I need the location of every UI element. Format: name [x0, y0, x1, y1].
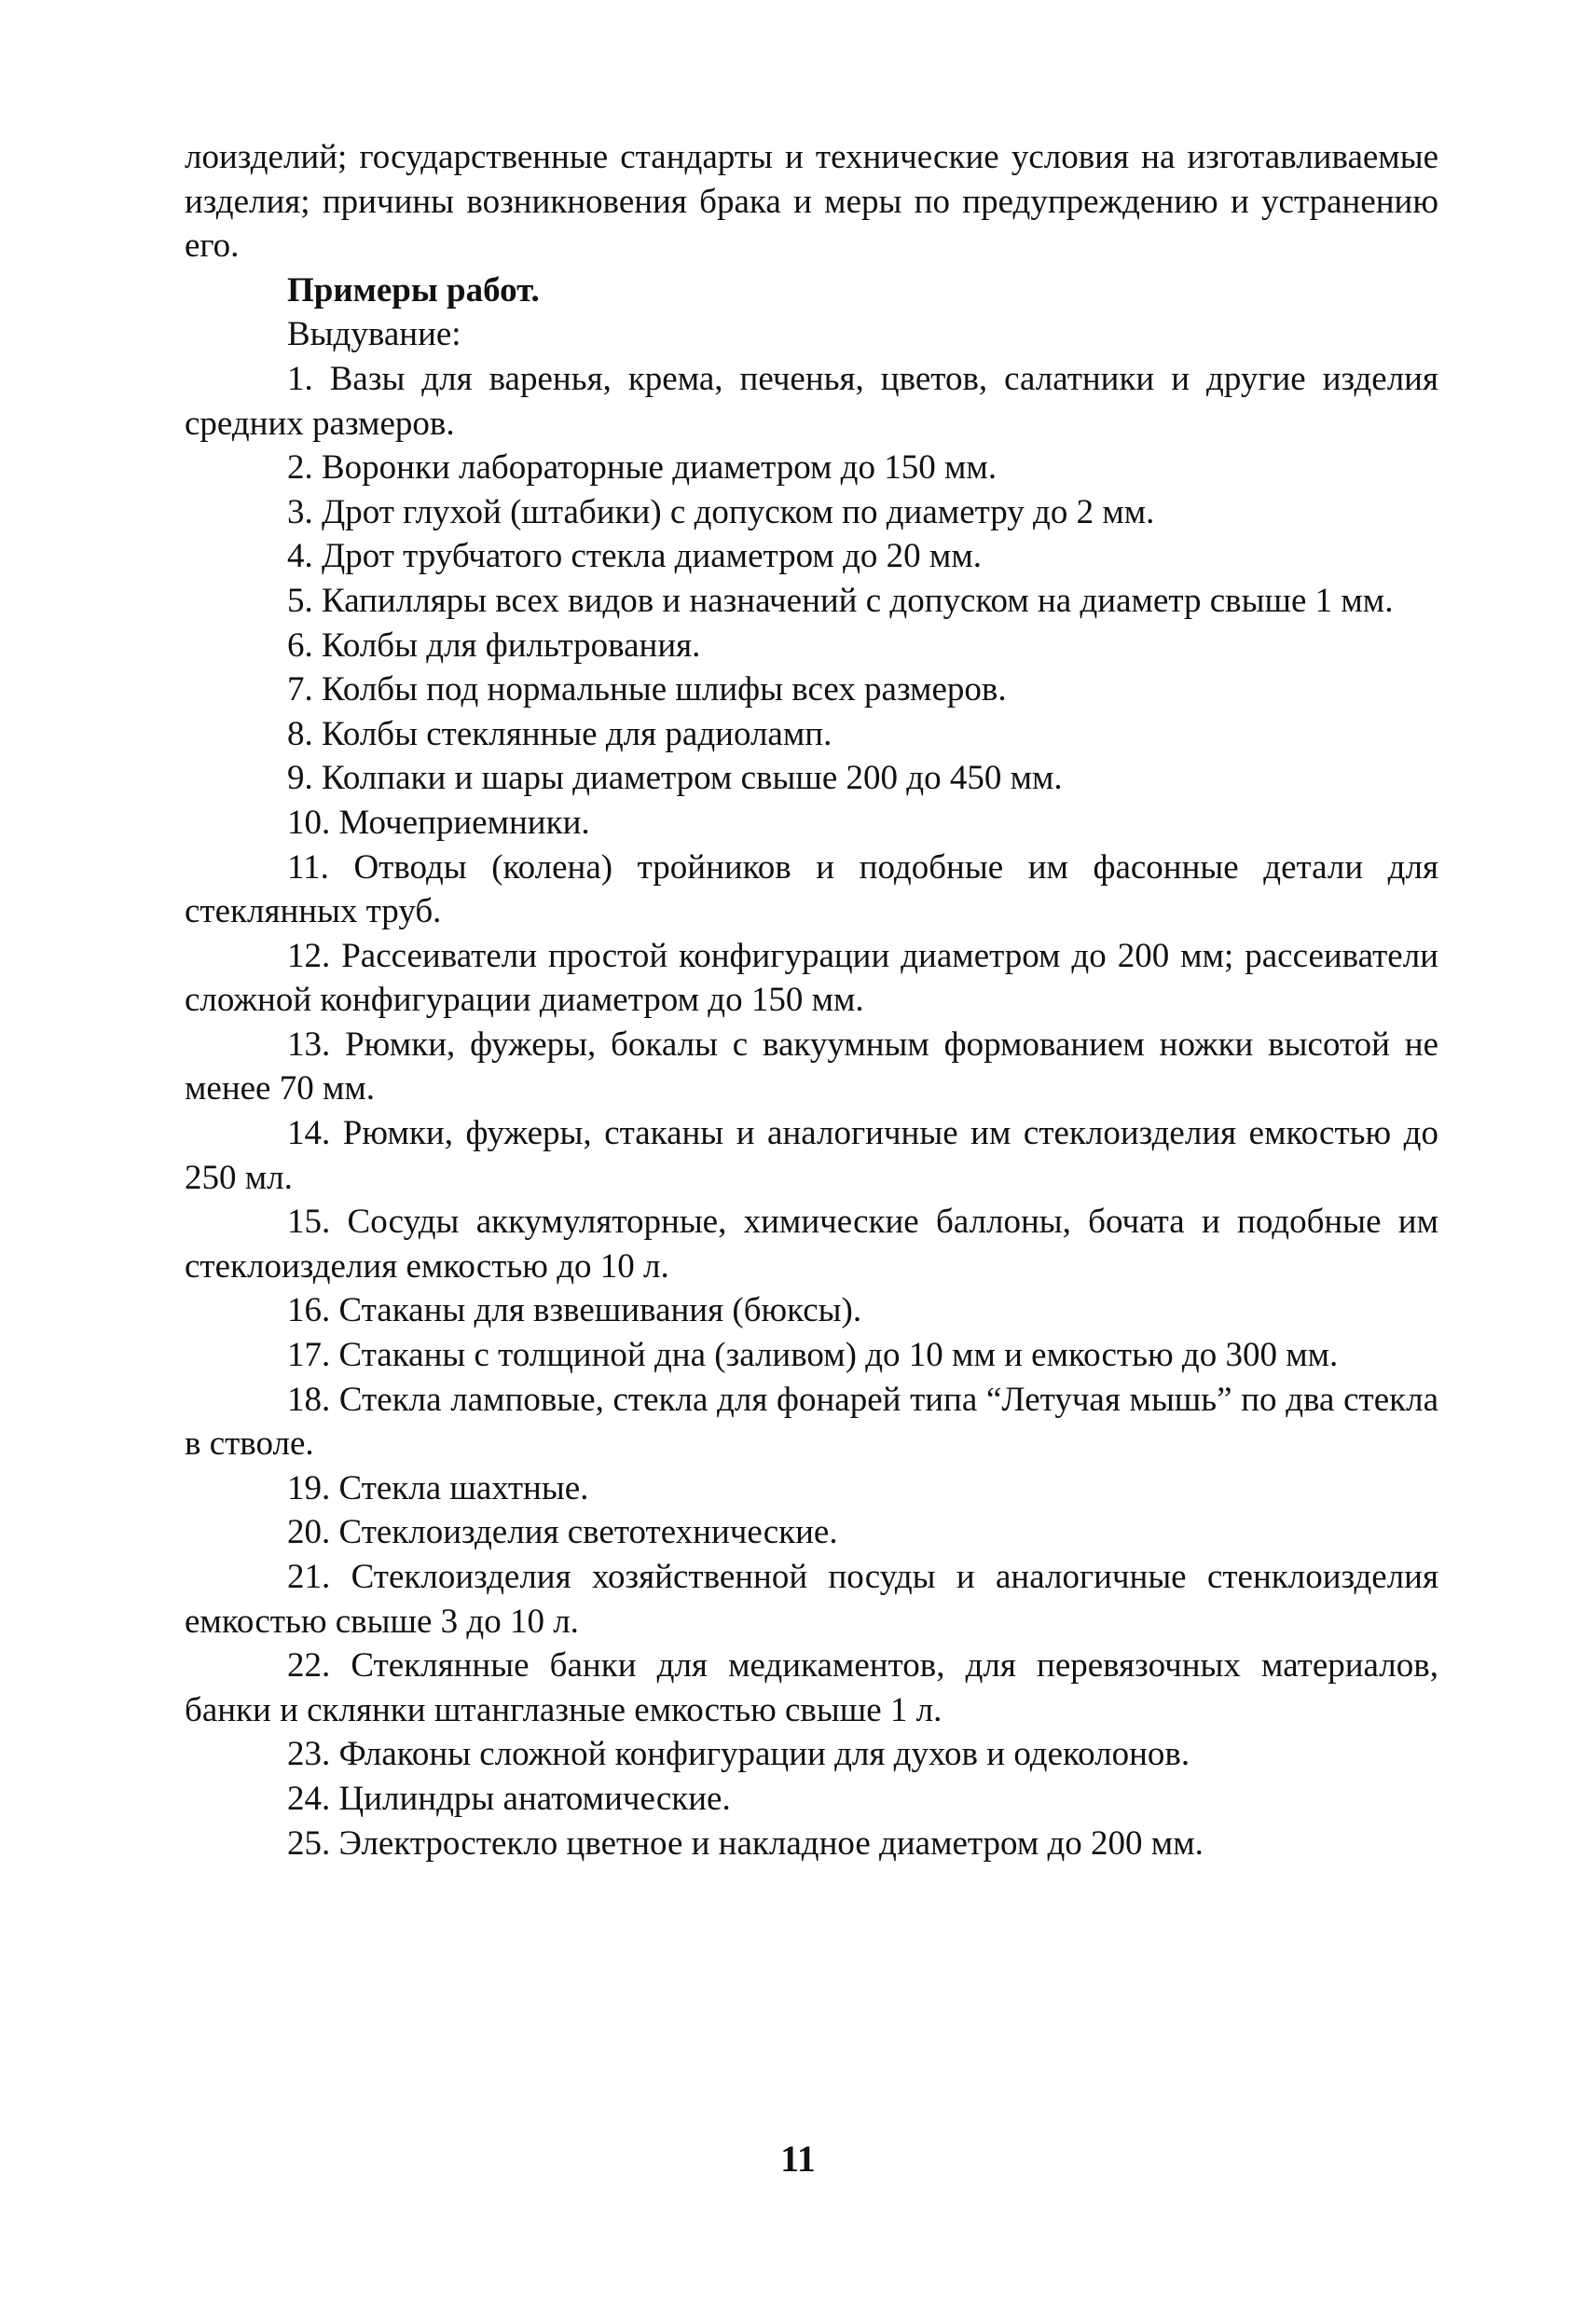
- list-item: 10. Мочеприемники.: [287, 803, 590, 842]
- list-item: 1. Вазы для варенья, крема, печенья, цветов, салатники и другие изделия средних размеров.: [185, 359, 1438, 443]
- list-item: 3. Дрот глухой (штабики) с допуском по диаметру до 2 мм.: [287, 492, 1155, 531]
- list-item: 25. Электростекло цветное и накладное диаметром до 200 мм.: [287, 1823, 1204, 1863]
- list-item: 16. Стаканы для взвешивания (бюксы).: [287, 1291, 862, 1330]
- list-item: 6. Колбы для фильтрования.: [287, 626, 701, 665]
- list-item: 24. Цилиндры анатомические.: [287, 1779, 731, 1818]
- list-item: 21. Стеклоизделия хозяйственной посуды и аналогичные стенклоизделия емкостью свыше 3 до 10 л.: [185, 1558, 1438, 1641]
- list-item: 19. Стекла шахтные.: [287, 1468, 589, 1507]
- section-heading: Примеры работ.: [287, 270, 540, 310]
- list-item: 2. Воронки лабораторные диаметром до 150 мм.: [287, 448, 998, 488]
- list-item: 7. Колбы под нормальные шлифы всех размеров.: [287, 670, 1007, 709]
- list-item: 17. Стаканы с толщиной дна (заливом) до 10 мм и емкостью до 300 мм.: [287, 1336, 1339, 1375]
- list-item: 12. Рассеиватели простой конфигурации диаметром до 200 мм; рассеиватели сложной конфигурации диаметром до 150 мм.: [185, 936, 1438, 1020]
- list-item: 23. Флаконы сложной конфигурации для духов и одеколонов.: [287, 1735, 1190, 1774]
- list-item: 13. Рюмки, фужеры, бокалы с вакуумным формованием ножки высотой не менее 70 мм.: [185, 1025, 1438, 1108]
- document-body: [185, 135, 1438, 1865]
- list-item: 20. Стеклоизделия светотехнические.: [287, 1513, 838, 1552]
- list-item: 8. Колбы стеклянные для радиоламп.: [287, 714, 832, 753]
- list-item: 5. Капилляры всех видов и назначений с допуском на диаметр свыше 1 мм.: [287, 581, 1394, 620]
- list-item: 15. Сосуды аккумуляторные, химические баллоны, бочата и подобные им стеклоизделия емкостью до 10 л.: [185, 1203, 1438, 1286]
- list-item: 11. Отводы (колена) тройников и подобные им фасонные детали для стеклянных труб.: [185, 847, 1438, 931]
- list-item: 14. Рюмки, фужеры, стаканы и аналогичные им стеклоизделия емкостью до 250 мл.: [185, 1114, 1438, 1197]
- list-item: 18. Стекла ламповые, стекла для фонарей типа “Летучая мышь” по два стекла в стволе.: [185, 1380, 1438, 1464]
- subheading: Выдувание:: [287, 315, 461, 354]
- paragraph-intro: лоизделий; государственные стандарты и технические условия на изготавливаемые изделия; причины возникновения брака и меры по предупреждению и устранению его.: [185, 138, 1438, 266]
- list-item: 22. Стеклянные банки для медикаментов, для перевязочных материалов, банки и склянки штанглазные емкостью свыше 1 л.: [185, 1646, 1438, 1729]
- list-item: 4. Дрот трубчатого стекла диаметром до 20 мм.: [287, 537, 982, 576]
- list-item: 9. Колпаки и шары диаметром свыше 200 до 450 мм.: [287, 759, 1063, 798]
- page-number: 11: [780, 2138, 816, 2180]
